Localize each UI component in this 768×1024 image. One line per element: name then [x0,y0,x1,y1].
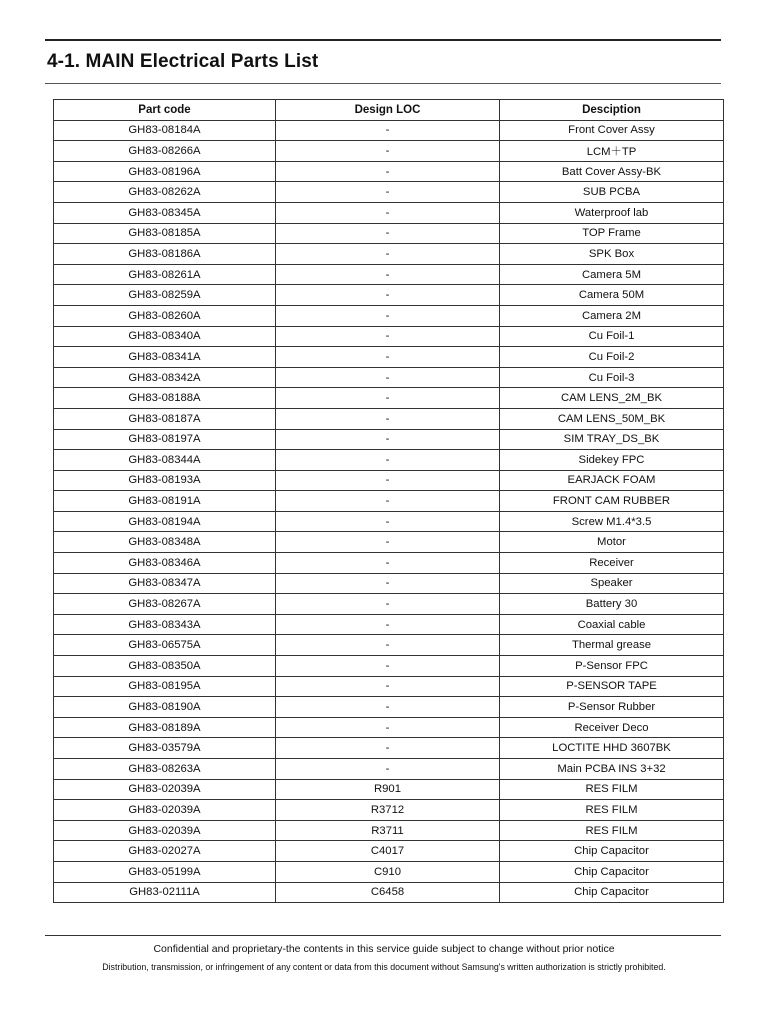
cell-design-loc: - [276,305,500,326]
cell-part-code: GH83-08340A [54,326,276,347]
cell-part-code: GH83-08259A [54,285,276,306]
cell-design-loc: - [276,738,500,759]
cell-part-code: GH83-08188A [54,388,276,409]
parts-table [53,99,724,903]
cell-description: P-SENSOR TAPE [500,676,724,697]
table-row [54,305,724,326]
cell-design-loc: C910 [276,861,500,882]
cell-part-code: GH83-08341A [54,347,276,368]
cell-design-loc: - [276,223,500,244]
cell-part-code: GH83-08195A [54,676,276,697]
cell-part-code: GH83-08196A [54,161,276,182]
parts-table-body [54,120,724,903]
header-description: Desciption [500,100,724,121]
cell-design-loc: - [276,202,500,223]
cell-part-code: GH83-08348A [54,532,276,553]
table-row [54,779,724,800]
cell-design-loc: R901 [276,779,500,800]
cell-part-code: GH83-08267A [54,594,276,615]
cell-description: CAM LENS_50M_BK [500,408,724,429]
cell-design-loc: R3712 [276,800,500,821]
table-row [54,223,724,244]
cell-part-code: GH83-08186A [54,244,276,265]
cell-design-loc: R3711 [276,820,500,841]
table-row [54,202,724,223]
cell-design-loc: - [276,759,500,780]
table-row [54,244,724,265]
table-row [54,347,724,368]
cell-part-code: GH83-08194A [54,511,276,532]
cell-part-code: GH83-03579A [54,738,276,759]
cell-description: Chip Capacitor [500,841,724,862]
cell-description: Batt Cover Assy-BK [500,161,724,182]
cell-design-loc: - [276,429,500,450]
table-row [54,491,724,512]
cell-description: Thermal grease [500,635,724,656]
cell-description: Speaker [500,573,724,594]
cell-description: Cu Foil-2 [500,347,724,368]
cell-description: RES FILM [500,779,724,800]
cell-design-loc: - [276,717,500,738]
cell-description: LCM＋TP [500,141,724,162]
cell-design-loc: - [276,161,500,182]
cell-part-code: GH83-08346A [54,553,276,574]
cell-design-loc: - [276,511,500,532]
cell-description: CAM LENS_2M_BK [500,388,724,409]
table-row [54,429,724,450]
cell-description: Screw M1.4*3.5 [500,511,724,532]
cell-description: Chip Capacitor [500,861,724,882]
footer-rule [45,935,721,936]
table-row [54,326,724,347]
cell-description: Camera 5M [500,264,724,285]
cell-design-loc: - [276,408,500,429]
header-part-code: Part code [54,100,276,121]
cell-description: Front Cover Assy [500,120,724,141]
footer-distribution-notice: Distribution, transmission, or infringement of any content or data from this document without Samsung's written authorization is strictly prohibited. [102,962,666,972]
cell-design-loc: - [276,532,500,553]
table-row [54,697,724,718]
cell-design-loc: - [276,264,500,285]
cell-part-code: GH83-05199A [54,861,276,882]
cell-part-code: GH83-08197A [54,429,276,450]
table-row [54,614,724,635]
cell-design-loc: - [276,656,500,677]
cell-description: Camera 50M [500,285,724,306]
cell-description: RES FILM [500,820,724,841]
cell-description: EARJACK FOAM [500,470,724,491]
cell-design-loc: C6458 [276,882,500,903]
table-row [54,120,724,141]
cell-part-code: GH83-06575A [54,635,276,656]
cell-description: Waterproof lab [500,202,724,223]
cell-part-code: GH83-08187A [54,408,276,429]
cell-design-loc: - [276,182,500,203]
cell-design-loc: - [276,676,500,697]
table-row [54,717,724,738]
cell-design-loc: - [276,388,500,409]
cell-description: P-Sensor Rubber [500,697,724,718]
cell-design-loc: - [276,141,500,162]
cell-part-code: GH83-08343A [54,614,276,635]
cell-design-loc: - [276,573,500,594]
table-row [54,820,724,841]
cell-part-code: GH83-08342A [54,367,276,388]
cell-design-loc: - [276,491,500,512]
table-row [54,738,724,759]
cell-design-loc: - [276,450,500,471]
table-row [54,388,724,409]
table-row [54,408,724,429]
table-row [54,141,724,162]
table-row [54,656,724,677]
cell-part-code: GH83-08350A [54,656,276,677]
table-row [54,553,724,574]
top-rule [45,39,721,41]
cell-description: LOCTITE HHD 3607BK [500,738,724,759]
cell-part-code: GH83-02039A [54,820,276,841]
cell-part-code: GH83-02111A [54,882,276,903]
cell-description: Main PCBA INS 3+32 [500,759,724,780]
cell-description: P-Sensor FPC [500,656,724,677]
cell-design-loc: - [276,594,500,615]
cell-part-code: GH83-08266A [54,141,276,162]
cell-part-code: GH83-08185A [54,223,276,244]
cell-design-loc: - [276,470,500,491]
table-row [54,594,724,615]
cell-part-code: GH83-08191A [54,491,276,512]
footer-confidential-notice: Confidential and proprietary-the contents in this service guide subject to change without prior notice [153,943,615,955]
table-row [54,841,724,862]
cell-part-code: GH83-08347A [54,573,276,594]
cell-description: Camera 2M [500,305,724,326]
cell-description: Chip Capacitor [500,882,724,903]
cell-part-code: GH83-08262A [54,182,276,203]
title-underline [45,83,721,84]
cell-part-code: GH83-08261A [54,264,276,285]
cell-description: SPK Box [500,244,724,265]
cell-design-loc: - [276,635,500,656]
table-row [54,182,724,203]
cell-description: Battery 30 [500,594,724,615]
cell-part-code: GH83-08260A [54,305,276,326]
cell-part-code: GH83-08189A [54,717,276,738]
table-row [54,759,724,780]
table-row [54,676,724,697]
cell-design-loc: - [276,347,500,368]
cell-design-loc: - [276,244,500,265]
cell-part-code: GH83-08263A [54,759,276,780]
cell-design-loc: - [276,614,500,635]
cell-description: Cu Foil-1 [500,326,724,347]
table-row [54,882,724,903]
table-row [54,470,724,491]
cell-part-code: GH83-02039A [54,779,276,800]
cell-description: Motor [500,532,724,553]
cell-part-code: GH83-02039A [54,800,276,821]
table-header-row [54,100,724,121]
cell-design-loc: - [276,367,500,388]
table-row [54,367,724,388]
cell-description: Sidekey FPC [500,450,724,471]
cell-description: FRONT CAM RUBBER [500,491,724,512]
cell-design-loc: - [276,326,500,347]
page-title: 4-1. MAIN Electrical Parts List [47,51,319,72]
cell-design-loc: - [276,120,500,141]
cell-description: Cu Foil-3 [500,367,724,388]
cell-description: Coaxial cable [500,614,724,635]
table-row [54,264,724,285]
table-row [54,532,724,553]
cell-description: Receiver Deco [500,717,724,738]
table-row [54,450,724,471]
table-row [54,511,724,532]
cell-design-loc: - [276,697,500,718]
cell-part-code: GH83-08184A [54,120,276,141]
cell-design-loc: C4017 [276,841,500,862]
cell-part-code: GH83-02027A [54,841,276,862]
cell-description: RES FILM [500,800,724,821]
cell-design-loc: - [276,285,500,306]
cell-description: SUB PCBA [500,182,724,203]
cell-design-loc: - [276,553,500,574]
table-row [54,861,724,882]
cell-part-code: GH83-08193A [54,470,276,491]
table-row [54,285,724,306]
table-row [54,635,724,656]
cell-description: SIM TRAY_DS_BK [500,429,724,450]
cell-part-code: GH83-08345A [54,202,276,223]
cell-part-code: GH83-08190A [54,697,276,718]
table-row [54,573,724,594]
table-row [54,161,724,182]
header-design-loc: Design LOC [276,100,500,121]
table-row [54,800,724,821]
cell-description: TOP Frame [500,223,724,244]
cell-description: Receiver [500,553,724,574]
cell-part-code: GH83-08344A [54,450,276,471]
